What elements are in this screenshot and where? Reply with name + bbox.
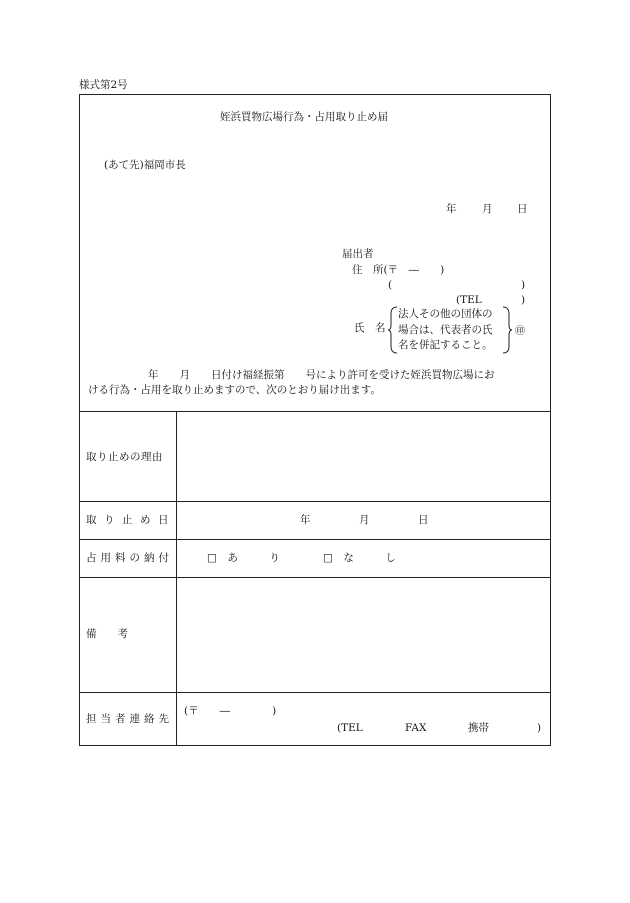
body-line-1: 年 月 日付け福経振第 号により許可を受けた姪浜買物広場にお bbox=[148, 369, 495, 381]
contact-postal: (〒 ― ) bbox=[184, 705, 277, 717]
applicant-heading: 届出者 bbox=[342, 248, 374, 260]
stop-date-label: 取り止め日 bbox=[86, 514, 176, 526]
address-label: 住 所(〒 ― ) bbox=[352, 264, 445, 276]
contact-close: ) bbox=[537, 722, 542, 734]
name-note-line2: 場合は、代表者の氏 bbox=[398, 323, 493, 336]
column-divider bbox=[176, 411, 177, 746]
reason-label: 取り止めの理由 bbox=[86, 451, 163, 463]
form-frame bbox=[79, 94, 551, 746]
row-divider-4 bbox=[79, 692, 551, 693]
form-number: 様式第2号 bbox=[79, 79, 128, 91]
row-divider-1 bbox=[79, 501, 551, 502]
name-note-line1: 法人その他の団体の bbox=[398, 308, 493, 320]
name-label: 氏 名 bbox=[354, 322, 386, 334]
date-year: 年 bbox=[446, 203, 457, 215]
form-title: 姪浜買物広場行為・占用取り止め届 bbox=[220, 111, 388, 123]
row-divider-3 bbox=[79, 577, 551, 578]
contact-mobile: 携帯 bbox=[468, 722, 489, 734]
left-brace bbox=[388, 306, 398, 354]
seal-mark: ㊞ bbox=[515, 326, 525, 337]
addressee: (あて先)福岡市長 bbox=[104, 159, 186, 171]
tel-paren-close: ) bbox=[521, 294, 526, 306]
stop-date-month: 月 bbox=[359, 514, 370, 526]
fee-label: 占用料の納付 bbox=[86, 552, 173, 564]
stop-date-year: 年 bbox=[300, 514, 311, 526]
name-note-line3: 名を併記すること。 bbox=[398, 339, 493, 351]
contact-label: 担当者連絡先 bbox=[86, 713, 173, 725]
body-line-2: ける行為・占用を取り止めますので、次のとおり届け出ます。 bbox=[88, 384, 381, 396]
date-day: 日 bbox=[517, 203, 528, 215]
fee-yes-option[interactable]: □ あ り bbox=[207, 552, 280, 564]
address-paren-open: ( bbox=[388, 279, 393, 291]
right-brace bbox=[502, 306, 512, 354]
name-note bbox=[398, 307, 493, 354]
stop-date-day: 日 bbox=[418, 514, 429, 526]
tel-label: (TEL bbox=[456, 294, 482, 306]
address-paren-close: ) bbox=[521, 279, 526, 291]
fee-no-option[interactable]: □ な し bbox=[323, 552, 396, 564]
table-top-line bbox=[79, 411, 551, 412]
remarks-label bbox=[86, 629, 170, 640]
remarks-label-text: 備 考 bbox=[86, 628, 128, 640]
row-divider-2 bbox=[79, 539, 551, 540]
date-month: 月 bbox=[482, 203, 493, 215]
contact-fax: FAX bbox=[405, 722, 427, 734]
contact-tel: (TEL bbox=[337, 722, 363, 734]
